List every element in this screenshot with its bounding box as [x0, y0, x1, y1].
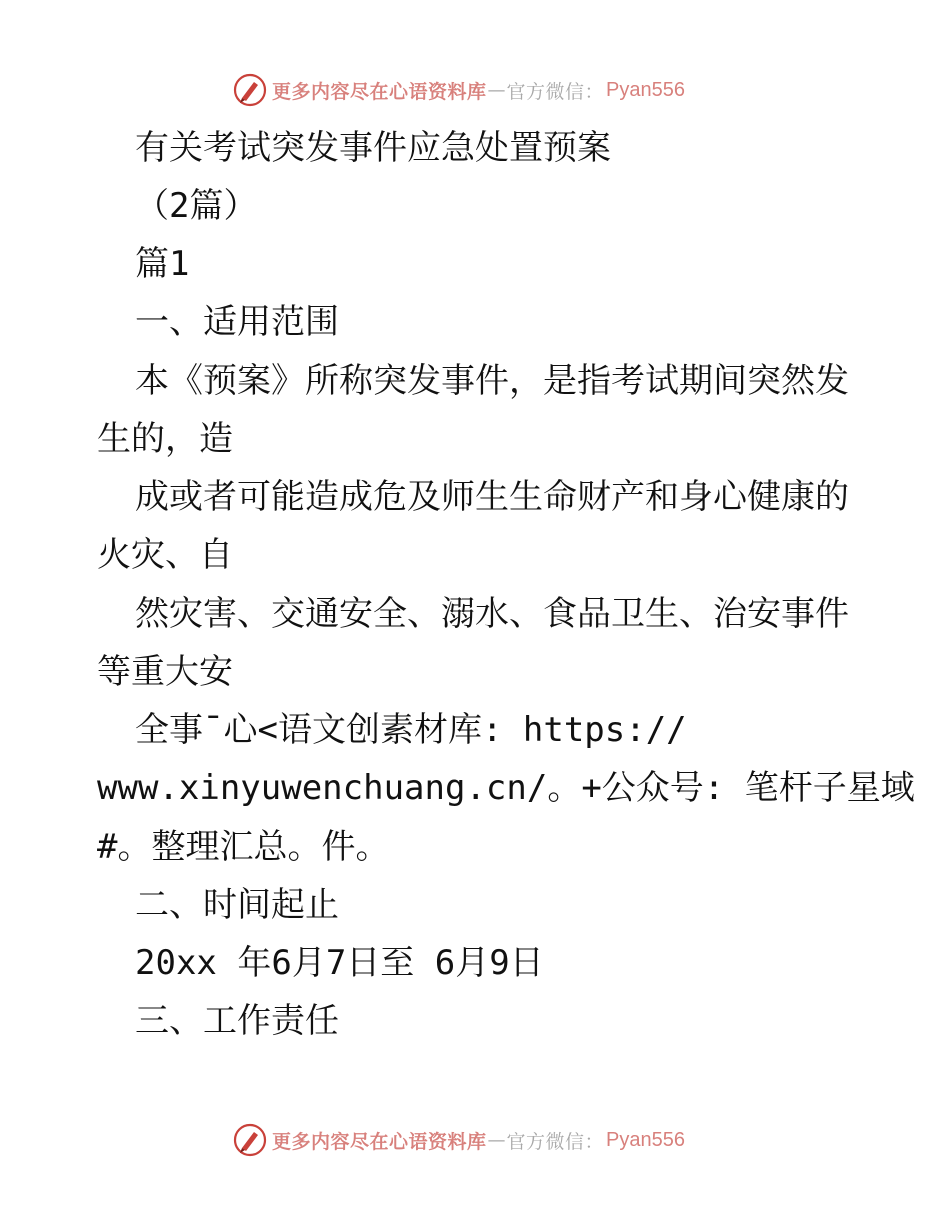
- doc-paragraph-line: www.xinyuwenchuang.cn/。+公众号: 笔杆子星域: [97, 768, 915, 808]
- doc-paragraph-line: 成或者可能造成危及师生生命财产和身心健康的: [135, 477, 849, 517]
- doc-heading-duty: 三、工作责任: [135, 1001, 339, 1041]
- banner-dash: —: [487, 1129, 506, 1151]
- banner-wechat-label: 官方微信：: [506, 80, 605, 103]
- doc-title: 有关考试突发事件应急处置预案: [135, 128, 611, 168]
- banner-wechat-id: Pyan556: [606, 1128, 685, 1151]
- doc-paragraph-line: 生的，造: [97, 419, 233, 459]
- doc-paragraph-line: 等重大安: [97, 652, 233, 692]
- banner-wechat-id: Pyan556: [606, 78, 685, 101]
- doc-heading-scope: 一、适用范围: [135, 302, 339, 342]
- doc-heading-time: 二、时间起止: [135, 885, 339, 925]
- banner-wechat-label: 官方微信：: [506, 1130, 605, 1153]
- pen-logo-icon: [232, 1122, 268, 1158]
- doc-paragraph-line: 20xx 年6月7日至 6月9日: [135, 943, 544, 983]
- header-banner: [232, 70, 685, 110]
- doc-paragraph-line: #。整理汇总。件。: [97, 827, 390, 867]
- doc-subtitle: （2篇）: [135, 186, 258, 226]
- banner-dash: —: [487, 79, 506, 101]
- pen-logo-icon: [232, 72, 268, 108]
- doc-paragraph-line: 全事¯心<语文创素材库: https://: [135, 710, 687, 750]
- doc-section-label: 篇1: [135, 244, 190, 284]
- banner-site-text: 更多内容尽在心语资料库: [272, 1130, 487, 1153]
- footer-banner: [232, 1120, 685, 1160]
- doc-paragraph-line: 火灾、自: [97, 535, 233, 575]
- banner-site-text: 更多内容尽在心语资料库: [272, 80, 487, 103]
- doc-paragraph-line: 本《预案》所称突发事件，是指考试期间突然发: [135, 361, 849, 401]
- doc-paragraph-line: 然灾害、交通安全、溺水、食品卫生、治安事件: [135, 594, 849, 634]
